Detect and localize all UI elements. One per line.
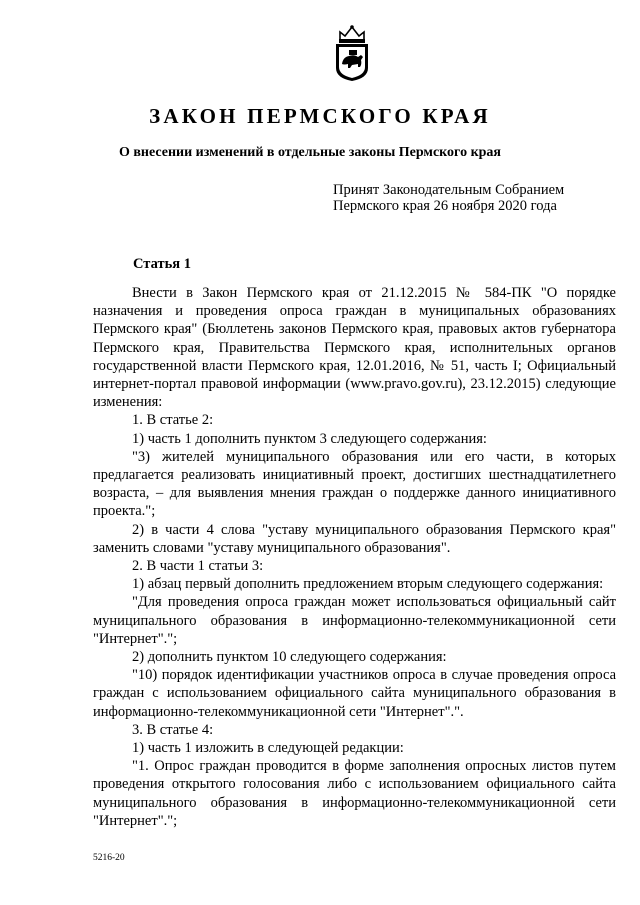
article-body — [93, 284, 616, 830]
paragraph: 2) дополнить пунктом 10 следующего содержания: — [132, 649, 447, 666]
adoption-line: Принят Законодательным Собранием — [333, 182, 565, 198]
paragraph: 1. В статье 2: — [132, 412, 214, 429]
paragraph: 1) абзац первый дополнить предложением вторым следующего содержания: — [132, 576, 604, 593]
paragraph: 1) часть 1 дополнить пунктом 3 следующего содержания: — [132, 430, 487, 447]
document-number: 5216-20 — [93, 853, 125, 863]
adoption-note — [333, 182, 564, 214]
article-heading: Статья 1 — [133, 256, 191, 272]
law-title: ЗАКОН ПЕРМСКОГО КРАЯ — [149, 104, 491, 128]
paragraph: 2. В части 1 статьи 3: — [132, 558, 264, 575]
paragraph: 3. В статье 4: — [132, 721, 214, 738]
paragraph: 1) часть 1 изложить в следующей редакции: — [132, 740, 404, 757]
adoption-line: Пермского края 26 ноября 2020 года — [333, 198, 557, 214]
paragraph: "3) жителей муниципального образования или его части, в которых предлагается реализовать инициативный проект, достигших шестнадцатилетнего возраста, – для выявления мнения граждан о поддержке данного инициативного проекта."; — [93, 448, 616, 520]
paragraph: Внести в Закон Пермского края от 21.12.2015 № 584-ПК "О порядке назначения и проведения опроса граждан в муниципальных образованиях Пермского края" (Бюллетень законов Пермского края, правовых актов губернатора Пермского края, Правительства Пермского края, исполнительных органов государственной власти Пермского края, 12.01.2016, № 51, часть I; Официальный интернет-портал правовой информации (www.pravo.gov.ru), 23.12.2015) следующие изменения: — [93, 285, 616, 411]
paragraph: 2) в части 4 слова "уставу муниципального образования Пермского края" заменить словами "уставу муниципального образования". — [93, 521, 616, 556]
paragraph: "10) порядок идентификации участников опроса в случае проведения опроса граждан с использованием официального сайта муниципального образования в информационно-телекоммуникационной сети "Интернет".". — [93, 667, 616, 720]
paragraph: "Для проведения опроса граждан может использоваться официальный сайт муниципального образования в информационно-телекоммуникационной сети "Интернет"."; — [93, 594, 616, 647]
law-subtitle: О внесении изменений в отдельные законы Пермского края — [118, 145, 501, 160]
paragraph: "1. Опрос граждан проводится в форме заполнения опросных листов путем проведения открытого голосования либо с использованием официального сайта муниципального образования в информационно-телекоммуникационной сети "Интернет"."; — [93, 758, 616, 829]
perm-krai-coat-of-arms-icon — [330, 24, 374, 82]
